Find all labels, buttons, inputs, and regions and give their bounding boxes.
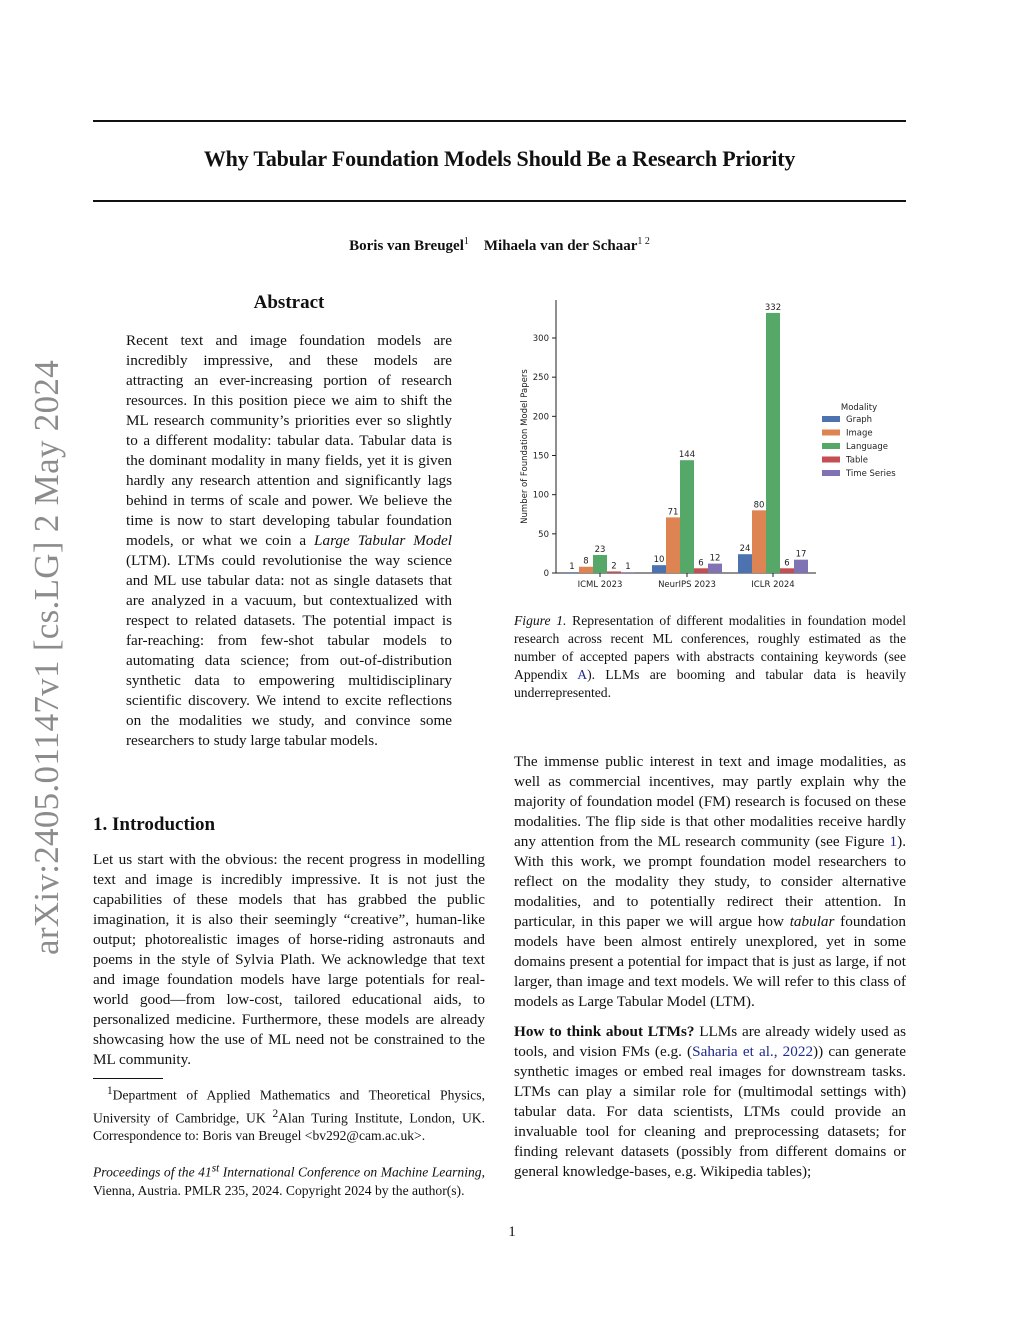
- legend-swatch: [822, 470, 840, 476]
- bar: [766, 313, 780, 573]
- bar: [652, 565, 666, 573]
- legend-label: Table: [846, 455, 868, 466]
- footnote-rule: [93, 1078, 163, 1079]
- y-tick-label: 150: [532, 451, 549, 462]
- legend-swatch: [822, 457, 840, 463]
- y-tick-label: 300: [532, 334, 549, 344]
- bar-value-label: 6: [784, 558, 790, 569]
- bar: [621, 572, 635, 573]
- legend-label: Image: [846, 428, 873, 439]
- paragraph: How to think about LTMs? LLMs are already widely used as tools, and vision FMs (e.g. (Saharia et al., 2022)) can generate synthetic images or embed real images for downstream tasks. LTMs can play a similar role for (multimodal settings with) tabular data. For data scientists, LTMs could provide an invaluable tool for cleaning and preprocessing datasets; for finding relevant datasets (possibly from different domains or general knowledge-bases, e.g. Wikipedia tables);: [514, 1023, 906, 1180]
- bar: [680, 460, 694, 573]
- legend-swatch: [822, 416, 840, 422]
- bar: [666, 517, 680, 573]
- author-affiliation: 1: [463, 236, 469, 247]
- legend-title: Modality: [840, 403, 878, 413]
- paragraph-heading: How to think about LTMs?: [514, 1023, 695, 1040]
- bar: [694, 568, 708, 573]
- legend-swatch: [822, 430, 840, 436]
- page-number: 1: [508, 1224, 516, 1240]
- bar: [794, 560, 808, 573]
- x-tick-label: ICML 2023: [577, 580, 623, 590]
- introduction-paragraph: Let us start with the obvious: the recent progress in modelling text and image is incredibly impressive. It is not just the capabilities of these models that has grabbed the public imagination, it is also their seemingly “creative”, human-like output; photorealistic images of horse-riding astronauts and poems in the style of Sylvia Plath. We acknowledge that text and image foundation models have large potentials for real-world good—from low-cost, tailored educational aids, to personalized medicine. Furthermore, these models are already showcasing how the use of ML need not be constrained to the ML community.: [93, 851, 485, 1068]
- arxiv-side-label: arXiv:2405.01147v1 [cs.LG] 2 May 2024: [27, 360, 66, 955]
- right-column-body: [514, 752, 906, 1182]
- author-name: Mihaela van der Schaar: [483, 238, 638, 254]
- bar-value-label: 332: [764, 302, 782, 313]
- bar: [607, 571, 621, 573]
- bar-value-label: 10: [653, 555, 665, 566]
- bar-value-label: 6: [698, 558, 704, 569]
- x-tick-label: ICLR 2024: [751, 580, 795, 590]
- author-affiliation: 1 2: [637, 236, 650, 247]
- y-axis-label: Number of Foundation Model Papers: [520, 369, 530, 524]
- bar-value-label: 1: [625, 562, 631, 573]
- bar-value-label: 71: [667, 507, 679, 518]
- paper-title: Why Tabular Foundation Models Should Be a Research Priority: [203, 146, 796, 171]
- legend-label: Graph: [846, 415, 873, 425]
- bar-value-label: 12: [709, 553, 721, 564]
- title-top-rule: [93, 120, 906, 122]
- figure-1-bar-chart: [514, 296, 914, 596]
- legend-label: Language: [846, 442, 888, 452]
- bar: [780, 568, 794, 573]
- legend-swatch: [822, 443, 840, 449]
- figure-1-link[interactable]: 1: [889, 833, 898, 850]
- bar-value-label: 23: [594, 544, 606, 555]
- bar-chart-svg: [514, 296, 914, 596]
- y-tick-label: 250: [532, 373, 549, 384]
- bar: [579, 567, 593, 573]
- y-tick-label: 50: [538, 529, 549, 540]
- bar: [565, 572, 579, 573]
- figure-1-caption: Figure 1. Representation of different modalities in foundation model research across recent ML conferences, roughly estimated as the number of accepted papers with abstracts containing keywords (see Appendix A). LLMs are booming and tabular data is heavily underrepresented.: [514, 613, 906, 700]
- abstract-heading: Abstract: [253, 292, 325, 313]
- bar-value-label: 144: [678, 450, 696, 461]
- bar-value-label: 2: [611, 561, 617, 572]
- y-tick-label: 100: [532, 490, 549, 501]
- x-tick-label: NeurIPS 2023: [658, 580, 716, 590]
- bar-value-label: 8: [583, 556, 589, 567]
- citation-link[interactable]: Saharia et al., 2022: [692, 1043, 814, 1060]
- y-tick-label: 0: [543, 569, 549, 579]
- paragraph: The immense public interest in text and image modalities, as well as commercial incentives, may partly explain why the majority of foundation model (FM) research is focused on these modalities. The flip side is that other modalities receive hardly any attention from the ML research community (see Figure 1). With this work, we prompt foundation model researchers to reflect on the modality they study, to consider alternative modalities, and to potentially redirect their attention. In particular, in this paper we will argue how tabular foundation models have been almost entirely unexplored, yet in some domains present a potential for impact that is just as large, if not larger, than image and text models. We will refer to this class of models as Large Tabular Model (LTM).: [514, 753, 906, 1010]
- bar-value-label: 80: [753, 500, 765, 511]
- bar: [593, 555, 607, 573]
- author-list: [93, 236, 906, 255]
- section-heading-introduction: 1. Introduction: [93, 814, 216, 835]
- bar: [708, 564, 722, 573]
- abstract-term: Large Tabular Model: [314, 532, 452, 549]
- figure-label: Figure 1.: [514, 613, 567, 628]
- legend-label: Time Series: [846, 469, 896, 479]
- bar-value-label: 1: [569, 562, 575, 573]
- bar: [738, 554, 752, 573]
- bar: [752, 510, 766, 573]
- title-bottom-rule: [93, 200, 906, 202]
- appendix-link[interactable]: A: [577, 667, 588, 682]
- y-tick-label: 200: [532, 412, 549, 423]
- bar-value-label: 17: [795, 549, 807, 560]
- bar-value-label: 24: [739, 544, 751, 555]
- footnote: $^1$Department of Applied Mathematics and Theoretical Physics, University of Cambridge, UK $^2$Alan Turing Institute, London, UK. Correspondence to: Boris van Breugel <bv292@cam.ac.uk>. Proceedings of the 41st International Conference on Machine Learning, Vienna, Austria. PMLR 235, 2024. Copyright 2024 by the author(s).: [93, 1085, 485, 1198]
- abstract-body: Recent text and image foundation models are incredibly impressive, and these models are attracting an ever-increasing portion of research resources. In this position piece we aim to shift the ML research community’s priorities ever so slightly to a different modality: tabular data. Tabular data is the dominant modality in many fields, yet it is given hardly any research attention and significantly lags behind in terms of scale and power. We believe the time is now to start developing tabular foundation models, or what we coin a Large Tabular Model (LTM). LTMs could revolutionise the way science and ML use tabular data: not as single datasets that are analyzed in a vacuum, but contextualized with respect to related datasets. The potential impact is far-reaching: from few-shot tabular models to automating data science; from out-of-distribution synthetic data to empowering multidisciplinary scientific discovery. We intend to excite reflections on the modalities we study, and convince some researchers to study large tabular models.: [126, 332, 452, 749]
- author-name: Boris van Breugel: [349, 238, 464, 254]
